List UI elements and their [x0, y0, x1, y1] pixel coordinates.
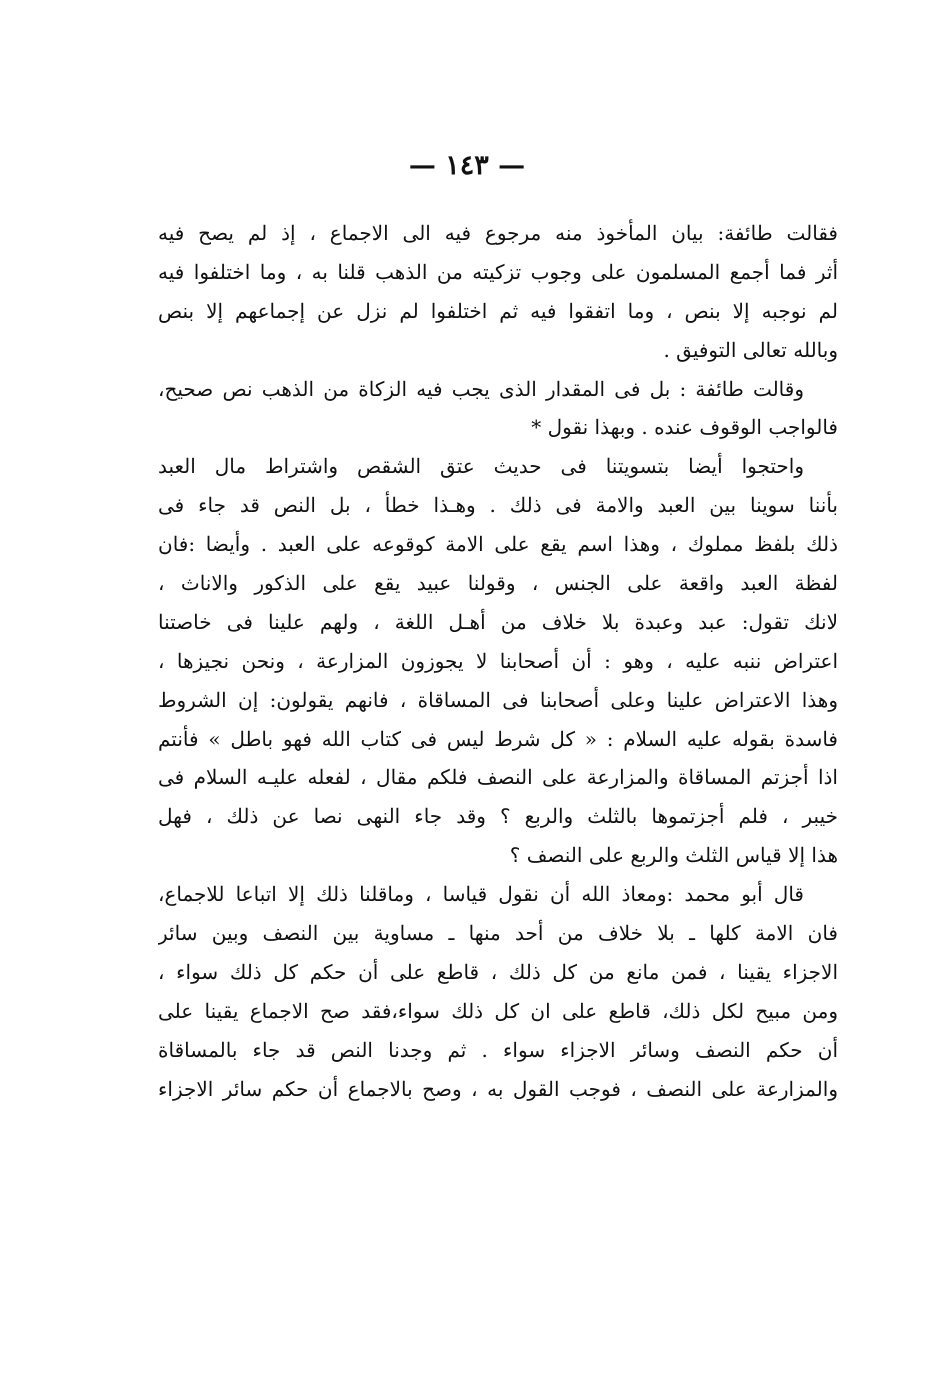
text-line: بأننا سوينا بين العبد والامة فى ذلك . وهـذا خطأ ، بل النص قد جاء فى: [158, 493, 838, 518]
text-line: وهذا الاعتراض علينا وعلى أصحابنا فى المساقاة ، فانهم يقولون: إن الشروط: [158, 687, 838, 712]
text-line: اعتراض ننبه عليه ، وهو : أن أصحابنا لا يجوزون المزارعة ، ونحن نجيزها ،: [158, 648, 838, 673]
text-line: فاسدة بقوله عليه السلام : « كل شرط ليس فى كتاب الله فهو باطل » فأنتم: [158, 726, 838, 751]
text-line: لانك تقول: عبد وعبدة بلا خلاف من أهـل اللغة ، ولهم علينا فى خاصتنا: [158, 609, 838, 634]
text-line: والمزارعة على النصف ، فوجب القول به ، وصح بالاجماع أن حكم سائر الاجزاء: [158, 1076, 838, 1101]
text-line: واحتجوا أيضا بتسويتنا فى حديث عتق الشقص واشتراط مال العبد: [158, 454, 804, 479]
text-line: أن حكم النصف وسائر الاجزاء سواء . ثم وجدنا النص قد جاء بالمساقاة: [158, 1037, 838, 1062]
text-line: ذلك بلفظ مملوك ، وهذا اسم يقع على الامة كوقوعه على العبد . وأيضا :فان: [158, 532, 838, 557]
text-line: لم نوجبه إلا بنص ، وما اتفقوا فيه ثم اختلفوا لم نزل عن إجماعهم إلا بنص: [158, 298, 838, 323]
paragraph-4: [158, 875, 838, 1108]
text-line: فان الامة كلها ـ بلا خلاف من أحد منها ـ مساوية بين النصف وبين سائر: [158, 921, 838, 946]
text-line: أثر فما أجمع المسلمون على وجوب تزكيته من الذهب قلنا به ، وما اختلفوا فيه: [158, 259, 838, 284]
text-line: فقالت طائفة: بيان المأخوذ منه مرجوع فيه الى الاجماع ، إذ لم يصح فيه: [158, 221, 838, 245]
text-line: خيبر ، فلم أجزتموها بالثلث والربع ؟ وقد جاء النهى نصا عن ذلك ، فهل: [158, 804, 838, 829]
text-line: اذا أجزتم المساقاة والمزارعة على النصف فلكم مقال ، لفعله عليـه السلام فى: [158, 765, 838, 790]
text-line: وبالله تعالى التوفيق .: [663, 337, 838, 362]
body-text: [158, 214, 838, 1108]
text-line: قال أبو محمد :ومعاذ الله أن نقول قياسا ، وماقلنا ذلك إلا اتباعا للاجماع،: [158, 882, 804, 907]
text-line: الاجزاء يقينا ، فمن مانع من كل ذلك ، قاطع على أن حكم كل ذلك سواء ،: [158, 959, 838, 984]
paragraph-1: [158, 214, 838, 370]
paragraph-3: [158, 447, 838, 875]
paragraph-2: [158, 370, 838, 448]
text-line: لفظة العبد واقعة على الجنس ، وقولنا عبيد يقع على الذكور والاناث ،: [158, 571, 838, 596]
text-line: وقالت طائفة : بل فى المقدار الذى يجب فيه الزكاة من الذهب نص صحيح،: [158, 376, 804, 401]
page-number: — ١٤٣ —: [408, 150, 526, 181]
text-line: ومن مبيح لكل ذلك، قاطع على ان كل ذلك سواء،فقد صح الاجماع يقينا على: [158, 998, 838, 1023]
text-line: فالواجب الوقوف عنده . وبهذا نقول *: [531, 415, 838, 440]
text-line: هذا إلا قياس الثلث والربع على النصف ؟: [509, 843, 838, 868]
